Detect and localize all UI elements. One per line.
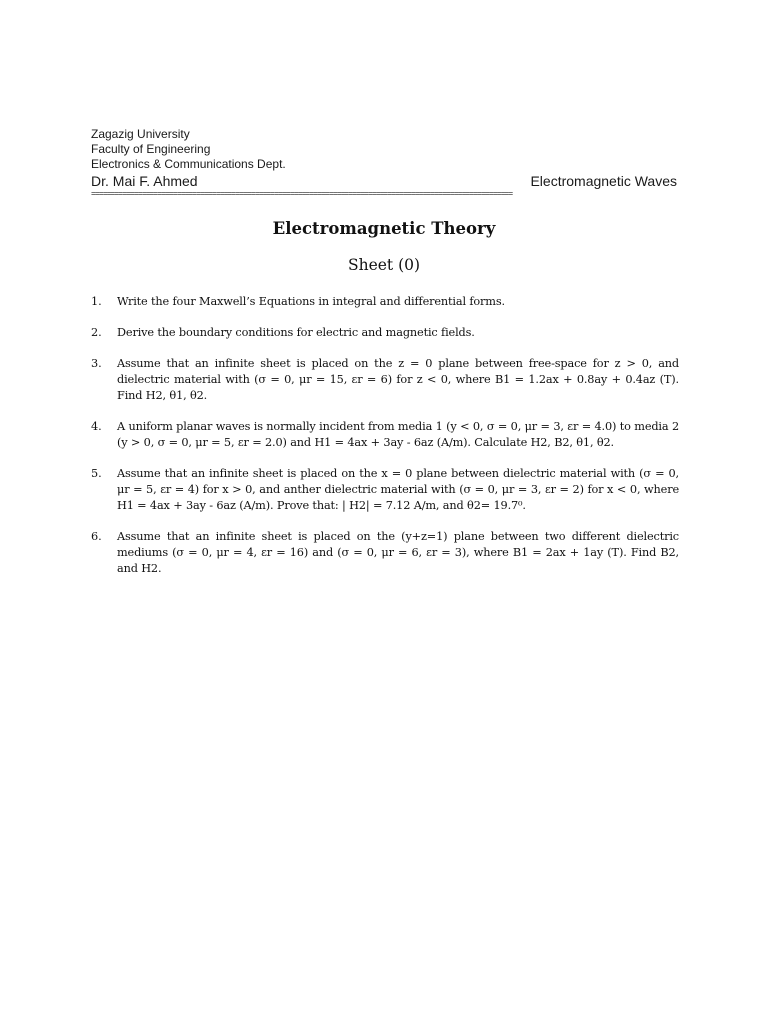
question-text: Assume that an infinite sheet is placed on the x = 0 plane between dielectric material with (σ = 0, μr = 5, εr = 4) for x > 0, and anther dielectric material with (σ = 0, μr = 3, εr = 2) for x < 0, where H1 = 4ax + 3ay - 6az (A/m). Prove that: | H2| = 7.12 A/m, and θ2= 19.7⁰. [117,467,679,512]
university-name: Zagazig University [91,127,190,141]
question-text: Assume that an infinite sheet is placed on the z = 0 plane between free-space for z > 0, and dielectric material with (σ = 0, μr = 15, εr = 6) for z < 0, where B1 = 1.2ax + 0.8ay + 0.4az (T). Find H2, θ1, θ2. [117,357,679,402]
question-number: 5. [91,467,102,480]
document-header [91,127,677,199]
question-item [91,294,679,310]
question-number: 1. [91,295,102,308]
question-text: Assume that an infinite sheet is placed on the (y+z=1) plane between two different dielectric mediums (σ = 0, μr = 4, εr = 16) and (σ = 0, μr = 6, εr = 3), where B1 = 2ax + 1ay (T). Find B2, and H2. [117,530,679,575]
question-item [91,529,679,577]
sheet-subtitle: Sheet (0) [347,256,421,274]
question-text: Derive the boundary conditions for electric and magnetic fields. [117,326,475,339]
header-separator: ============================================================================================================ [91,190,513,199]
question-item [91,356,679,404]
question-number: 2. [91,326,102,339]
question-item [91,325,679,341]
course-name: Electromagnetic Waves [530,173,677,189]
question-number: 6. [91,530,102,543]
question-text: Write the four Maxwell’s Equations in integral and differential forms. [117,295,505,308]
author-name: Dr. Mai F. Ahmed [91,173,198,189]
question-text: A uniform planar waves is normally incident from media 1 (y < 0, σ = 0, μr = 3, εr = 4.0) to media 2 (y > 0, σ = 0, μr = 5, εr = 2.0) and H1 = 4ax + 3ay - 6az (A/m). Calculate H2, B2, θ1, θ2. [117,420,679,449]
question-number: 3. [91,357,102,370]
question-item [91,466,679,514]
question-list [91,294,679,592]
question-item [91,419,679,451]
question-number: 4. [91,420,102,433]
page-title: Electromagnetic Theory [272,219,496,238]
department-name: Electronics & Communications Dept. [91,157,286,171]
faculty-name: Faculty of Engineering [91,142,211,156]
author-course-row [91,173,677,190]
